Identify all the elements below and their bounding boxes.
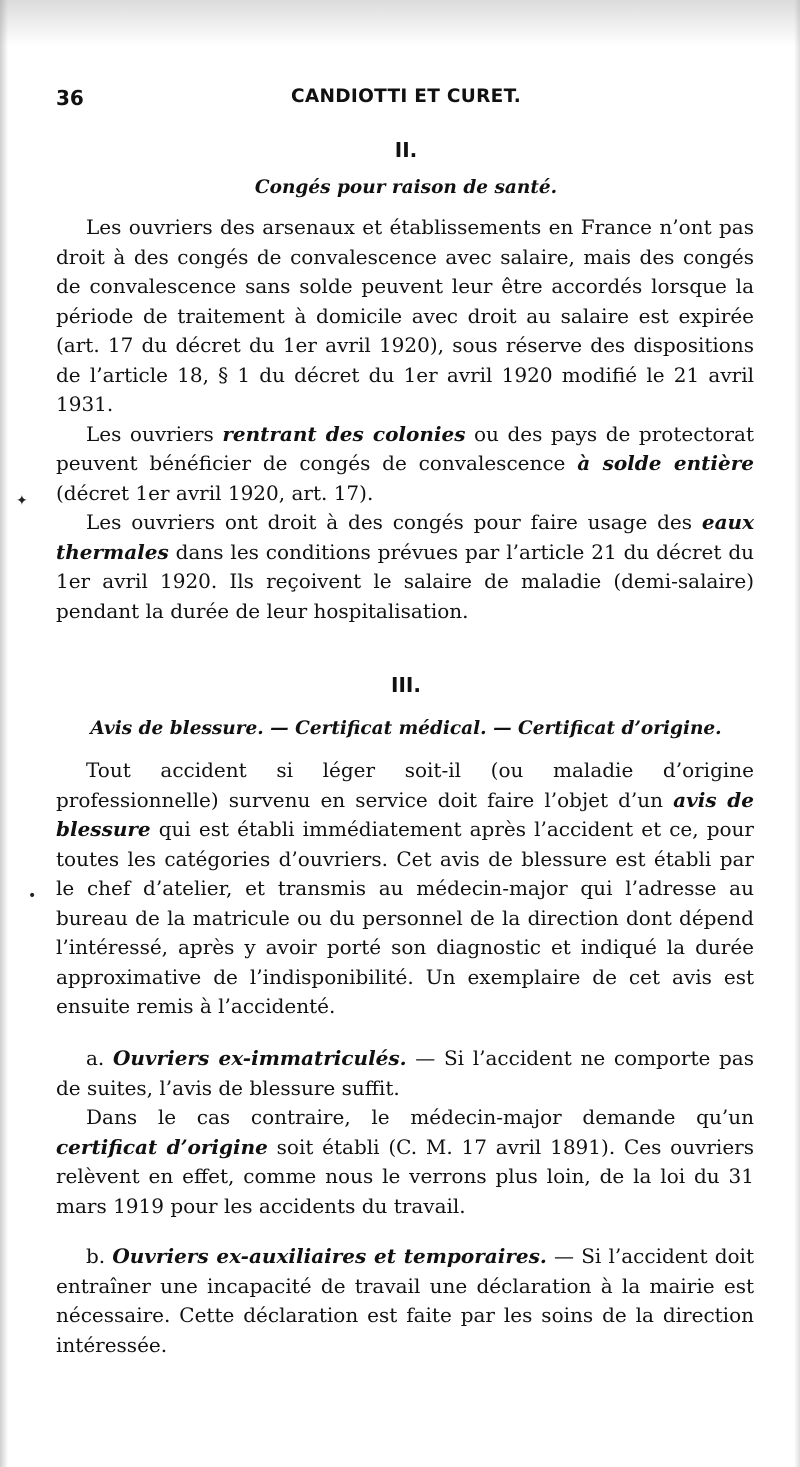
section-2-title: Congés pour raison de santé. bbox=[254, 177, 558, 198]
text-run: — Si l’accident doit entraîner une incapacité de travail une déclaration à la mairie est nécessaire. Cette déclaration est faite par les soins de la direction intéressée. bbox=[56, 1244, 754, 1357]
page-header bbox=[56, 86, 756, 120]
section-3-title: Avis de blessure. — Certificat médical. — Certificat d’origine. bbox=[90, 718, 722, 739]
section-3-subsection-a bbox=[56, 1044, 754, 1221]
text-run: Tout accident si léger soit-il (ou maladie d’origine professionnelle) survenu en service doit faire l’objet d’un bbox=[56, 758, 754, 812]
section-3-body bbox=[56, 756, 754, 1022]
section-3-number: III. bbox=[391, 673, 421, 697]
text-run: b. bbox=[86, 1244, 113, 1268]
emphasis-run: Ouvriers ex-auxiliaires et temporaires. bbox=[112, 1244, 547, 1268]
section-2-number: II. bbox=[394, 138, 418, 162]
emphasis-run: certificat d’origine bbox=[56, 1134, 268, 1159]
text-run: — Si l’accident ne comporte pas de suites, l’avis de blessure suffit. bbox=[56, 1046, 754, 1100]
emphasis-run: Ouvriers ex-immatriculés. bbox=[112, 1046, 407, 1070]
emphasis-run: avis de blessure bbox=[56, 787, 755, 841]
paragraph-avis-de-blessure bbox=[56, 756, 754, 1022]
text-run: Les ouvriers bbox=[86, 421, 223, 446]
text-run: qui est établi immédiatement après l’accident et ce, pour toutes les catégories d’ouvriers. Cet avis de blessure est établi par le chef d’atelier, et transmis au médecin-major qui l’adresse au bureau de la matricule ou du personnel de la direction dont dépend l’intéressé, après y avoir porté son diagnostic et indiqué la durée approximative de l’indisponibilité. Un exemplaire de cet avis est ensuite remis à l’accidenté. bbox=[56, 817, 754, 1018]
section-2-body bbox=[56, 213, 754, 626]
paragraph-ouvriers-ex-immatricules bbox=[56, 1044, 754, 1103]
paragraph-certificat-origine bbox=[56, 1103, 754, 1221]
emphasis-run: rentrant des colonies bbox=[222, 421, 466, 446]
running-head: CANDIOTTI ET CURET. bbox=[290, 86, 522, 107]
margin-speck: ✦ bbox=[16, 493, 28, 509]
scan-edge-top bbox=[0, 0, 800, 46]
section-3-subsection-b bbox=[56, 1242, 754, 1360]
text-run: (décret 1er avril 1920, art. 17). bbox=[56, 480, 374, 505]
text-run: Les ouvriers ont droit à des congés pour faire usage des bbox=[86, 510, 702, 534]
text-run: a. bbox=[86, 1046, 113, 1070]
emphasis-run: eaux thermales bbox=[56, 510, 754, 564]
text-run: dans les conditions prévues par l’article 21 du décret du 1er avril 1920. Ils reçoivent le salaire de maladie (demi-salaire) pendant la durée de leur hospitalisation. bbox=[56, 539, 754, 623]
paragraph-conges-convalescence: Les ouvriers des arsenaux et établissements en France n’ont pas droit à des congés de convalescence avec salaire, mais des congés de convalescence sans solde peuvent leur être accordés lorsque la période de traitement à domicile avec droit au salaire est expirée (art. 17 du décret du 1er avril 1920), sous réserve des dispositions de l’article 18, § 1 du décret du 1er avril 1920 modifié le 21 avril 1931. bbox=[56, 215, 754, 416]
margin-speck: • bbox=[28, 888, 37, 904]
page-number: 36 bbox=[56, 86, 84, 110]
scan-edge-left bbox=[0, 0, 8, 1467]
text-run: soit établi (C. M. 17 avril 1891). Ces ouvriers relèvent en effet, comme nous le verrons plus loin, de la loi du 31 mars 1919 pour les accidents du travail. bbox=[56, 1134, 754, 1218]
scan-edge-right bbox=[794, 0, 800, 1467]
text-run: ou des pays de protectorat peuvent bénéficier de congés de convalescence bbox=[56, 421, 754, 475]
paragraph-ouvriers-colonies bbox=[56, 420, 754, 509]
emphasis-run: à solde entière bbox=[577, 451, 754, 475]
paragraph-ouvriers-ex-auxiliaires bbox=[56, 1242, 754, 1360]
text-run: Dans le cas contraire, le médecin-major demande qu’un bbox=[86, 1105, 754, 1129]
paragraph-eaux-thermales bbox=[56, 508, 754, 626]
